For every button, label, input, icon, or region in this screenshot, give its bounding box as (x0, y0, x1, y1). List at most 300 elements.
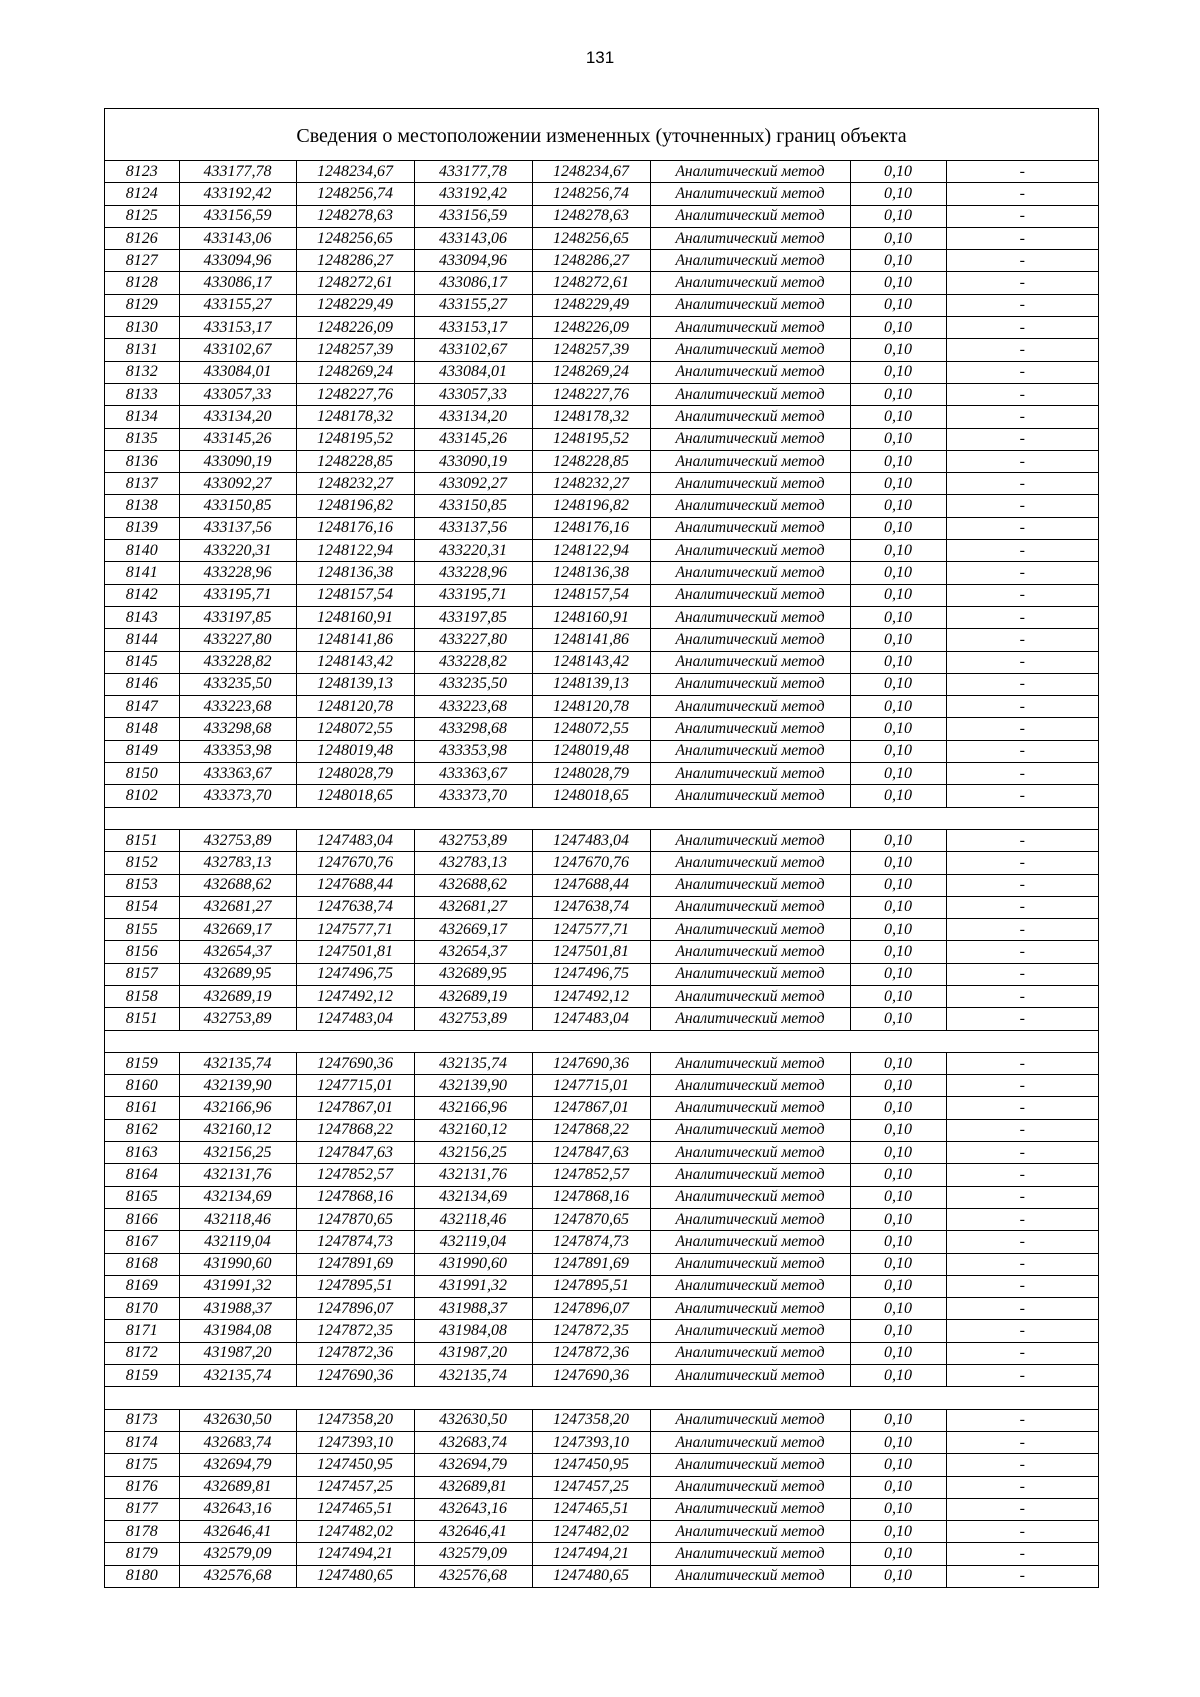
x-old-cell: 432119,04 (179, 1231, 296, 1253)
point-number-cell: 8172 (105, 1342, 179, 1364)
precision-cell: 0,10 (850, 696, 946, 718)
point-number-cell: 8137 (105, 473, 179, 495)
group-separator-row (105, 1387, 1098, 1409)
x-new-cell: 433177,78 (414, 161, 532, 183)
point-number-cell: 8167 (105, 1231, 179, 1253)
description-cell: - (946, 250, 1098, 272)
point-number-cell: 8177 (105, 1498, 179, 1520)
point-number-cell: 8157 (105, 963, 179, 985)
table-row (105, 294, 1098, 316)
point-number-cell: 8175 (105, 1454, 179, 1476)
point-number-cell: 8152 (105, 852, 179, 874)
x-old-cell: 432683,74 (179, 1431, 296, 1453)
point-number-cell: 8125 (105, 205, 179, 227)
description-cell: - (946, 294, 1098, 316)
description-cell: - (946, 763, 1098, 785)
table-row (105, 941, 1098, 963)
precision-cell: 0,10 (850, 517, 946, 539)
table-row (105, 1565, 1098, 1587)
y-new-cell: 1247688,44 (532, 874, 650, 896)
y-old-cell: 1248227,76 (296, 383, 414, 405)
y-new-cell: 1247358,20 (532, 1409, 650, 1431)
x-new-cell: 433153,17 (414, 317, 532, 339)
y-new-cell: 1248286,27 (532, 250, 650, 272)
description-cell: - (946, 629, 1098, 651)
x-old-cell: 432689,95 (179, 963, 296, 985)
precision-cell: 0,10 (850, 1320, 946, 1342)
x-new-cell: 433373,70 (414, 785, 532, 807)
x-new-cell: 432683,74 (414, 1431, 532, 1453)
x-old-cell: 432118,46 (179, 1208, 296, 1230)
y-old-cell: 1248256,74 (296, 183, 414, 205)
method-cell: Аналитический метод (650, 963, 850, 985)
table-row (105, 852, 1098, 874)
x-new-cell: 433156,59 (414, 205, 532, 227)
point-number-cell: 8166 (105, 1208, 179, 1230)
x-old-cell: 431988,37 (179, 1298, 296, 1320)
table-row (105, 339, 1098, 361)
method-cell: Аналитический метод (650, 1052, 850, 1074)
x-new-cell: 433143,06 (414, 227, 532, 249)
precision-cell: 0,10 (850, 629, 946, 651)
y-new-cell: 1248136,38 (532, 562, 650, 584)
y-old-cell: 1248229,49 (296, 294, 414, 316)
precision-cell: 0,10 (850, 651, 946, 673)
y-new-cell: 1248256,65 (532, 227, 650, 249)
point-number-cell: 8158 (105, 985, 179, 1007)
y-old-cell: 1247891,69 (296, 1253, 414, 1275)
description-cell: - (946, 1052, 1098, 1074)
x-new-cell: 433223,68 (414, 696, 532, 718)
precision-cell: 0,10 (850, 1365, 946, 1387)
x-new-cell: 431984,08 (414, 1320, 532, 1342)
table-title: Сведения о местоположении измененных (уточненных) границ объекта (105, 109, 1098, 161)
description-cell: - (946, 829, 1098, 851)
y-new-cell: 1247496,75 (532, 963, 650, 985)
table-row (105, 161, 1098, 183)
table-row (105, 272, 1098, 294)
point-number-cell: 8148 (105, 718, 179, 740)
y-old-cell: 1247896,07 (296, 1298, 414, 1320)
x-new-cell: 433155,27 (414, 294, 532, 316)
table-row (105, 495, 1098, 517)
table-row (105, 406, 1098, 428)
x-old-cell: 433092,27 (179, 473, 296, 495)
method-cell: Аналитический метод (650, 673, 850, 695)
y-old-cell: 1247638,74 (296, 896, 414, 918)
method-cell: Аналитический метод (650, 1164, 850, 1186)
x-new-cell: 432156,25 (414, 1142, 532, 1164)
x-old-cell: 432156,25 (179, 1142, 296, 1164)
description-cell: - (946, 673, 1098, 695)
method-cell: Аналитический метод (650, 1543, 850, 1565)
point-number-cell: 8143 (105, 606, 179, 628)
method-cell: Аналитический метод (650, 450, 850, 472)
y-old-cell: 1248272,61 (296, 272, 414, 294)
y-new-cell: 1247847,63 (532, 1142, 650, 1164)
x-new-cell: 433363,67 (414, 763, 532, 785)
y-old-cell: 1248176,16 (296, 517, 414, 539)
description-cell: - (946, 1075, 1098, 1097)
table-row (105, 1142, 1098, 1164)
point-number-cell: 8134 (105, 406, 179, 428)
precision-cell: 0,10 (850, 495, 946, 517)
method-cell: Аналитический метод (650, 1186, 850, 1208)
x-old-cell: 432694,79 (179, 1454, 296, 1476)
precision-cell: 0,10 (850, 1409, 946, 1431)
precision-cell: 0,10 (850, 1142, 946, 1164)
point-number-cell: 8173 (105, 1409, 179, 1431)
table-row (105, 896, 1098, 918)
method-cell: Аналитический метод (650, 629, 850, 651)
y-new-cell: 1248228,85 (532, 450, 650, 472)
precision-cell: 0,10 (850, 250, 946, 272)
point-number-cell: 8151 (105, 1008, 179, 1030)
point-number-cell: 8164 (105, 1164, 179, 1186)
x-old-cell: 432689,81 (179, 1476, 296, 1498)
table-row (105, 829, 1098, 851)
point-number-cell: 8174 (105, 1431, 179, 1453)
table-row (105, 673, 1098, 695)
y-new-cell: 1247638,74 (532, 896, 650, 918)
x-old-cell: 432688,62 (179, 874, 296, 896)
method-cell: Аналитический метод (650, 1521, 850, 1543)
x-new-cell: 433092,27 (414, 473, 532, 495)
point-number-cell: 8142 (105, 584, 179, 606)
y-old-cell: 1247874,73 (296, 1231, 414, 1253)
description-cell: - (946, 584, 1098, 606)
table-row (105, 1097, 1098, 1119)
description-cell: - (946, 495, 1098, 517)
precision-cell: 0,10 (850, 1186, 946, 1208)
y-new-cell: 1247457,25 (532, 1476, 650, 1498)
y-new-cell: 1247872,35 (532, 1320, 650, 1342)
y-new-cell: 1248139,13 (532, 673, 650, 695)
method-cell: Аналитический метод (650, 1342, 850, 1364)
table-row (105, 1119, 1098, 1141)
precision-cell: 0,10 (850, 473, 946, 495)
point-number-cell: 8130 (105, 317, 179, 339)
x-new-cell: 432118,46 (414, 1208, 532, 1230)
point-number-cell: 8168 (105, 1253, 179, 1275)
y-old-cell: 1247480,65 (296, 1565, 414, 1587)
description-cell: - (946, 517, 1098, 539)
y-old-cell: 1247457,25 (296, 1476, 414, 1498)
y-new-cell: 1248072,55 (532, 718, 650, 740)
description-cell: - (946, 941, 1098, 963)
precision-cell: 0,10 (850, 673, 946, 695)
y-old-cell: 1247895,51 (296, 1275, 414, 1297)
x-new-cell: 432689,81 (414, 1476, 532, 1498)
y-new-cell: 1248028,79 (532, 763, 650, 785)
y-new-cell: 1247480,65 (532, 1565, 650, 1587)
table-row (105, 1075, 1098, 1097)
precision-cell: 0,10 (850, 450, 946, 472)
x-old-cell: 433137,56 (179, 517, 296, 539)
x-old-cell: 432579,09 (179, 1543, 296, 1565)
x-new-cell: 432654,37 (414, 941, 532, 963)
precision-cell: 0,10 (850, 1119, 946, 1141)
y-old-cell: 1247872,36 (296, 1342, 414, 1364)
x-old-cell: 433373,70 (179, 785, 296, 807)
page-number: 131 (585, 48, 615, 67)
point-number-cell: 8128 (105, 272, 179, 294)
point-number-cell: 8155 (105, 919, 179, 941)
description-cell: - (946, 450, 1098, 472)
precision-cell: 0,10 (850, 562, 946, 584)
x-new-cell: 433134,20 (414, 406, 532, 428)
y-old-cell: 1248141,86 (296, 629, 414, 651)
x-old-cell: 433363,67 (179, 763, 296, 785)
point-number-cell: 8146 (105, 673, 179, 695)
group-separator-row (105, 807, 1098, 829)
precision-cell: 0,10 (850, 1476, 946, 1498)
y-new-cell: 1248019,48 (532, 740, 650, 762)
method-cell: Аналитический метод (650, 540, 850, 562)
method-cell: Аналитический метод (650, 718, 850, 740)
x-new-cell: 433090,19 (414, 450, 532, 472)
point-number-cell: 8136 (105, 450, 179, 472)
y-new-cell: 1248195,52 (532, 428, 650, 450)
description-cell: - (946, 1365, 1098, 1387)
point-number-cell: 8145 (105, 651, 179, 673)
description-cell: - (946, 361, 1098, 383)
method-cell: Аналитический метод (650, 696, 850, 718)
y-new-cell: 1247867,01 (532, 1097, 650, 1119)
x-new-cell: 432135,74 (414, 1052, 532, 1074)
y-old-cell: 1247482,02 (296, 1521, 414, 1543)
description-cell: - (946, 1543, 1098, 1565)
description-cell: - (946, 1521, 1098, 1543)
table-row (105, 629, 1098, 651)
description-cell: - (946, 1119, 1098, 1141)
x-new-cell: 432135,74 (414, 1365, 532, 1387)
table-row (105, 1498, 1098, 1520)
description-cell: - (946, 963, 1098, 985)
description-cell: - (946, 428, 1098, 450)
description-cell: - (946, 317, 1098, 339)
table-row (105, 205, 1098, 227)
x-old-cell: 433192,42 (179, 183, 296, 205)
table-row (105, 740, 1098, 762)
point-number-cell: 8176 (105, 1476, 179, 1498)
precision-cell: 0,10 (850, 406, 946, 428)
description-cell: - (946, 740, 1098, 762)
table-row (105, 1543, 1098, 1565)
method-cell: Аналитический метод (650, 1142, 850, 1164)
y-new-cell: 1247483,04 (532, 1008, 650, 1030)
method-cell: Аналитический метод (650, 1409, 850, 1431)
y-old-cell: 1248018,65 (296, 785, 414, 807)
precision-cell: 0,10 (850, 1075, 946, 1097)
x-old-cell: 432630,50 (179, 1409, 296, 1431)
y-old-cell: 1248257,39 (296, 339, 414, 361)
table-row (105, 227, 1098, 249)
x-old-cell: 433057,33 (179, 383, 296, 405)
y-new-cell: 1248178,32 (532, 406, 650, 428)
coordinates-table (105, 161, 1098, 1587)
y-old-cell: 1248286,27 (296, 250, 414, 272)
y-old-cell: 1248122,94 (296, 540, 414, 562)
precision-cell: 0,10 (850, 606, 946, 628)
y-new-cell: 1248157,54 (532, 584, 650, 606)
method-cell: Аналитический метод (650, 1253, 850, 1275)
y-new-cell: 1247492,12 (532, 985, 650, 1007)
description-cell: - (946, 1565, 1098, 1587)
y-old-cell: 1248136,38 (296, 562, 414, 584)
point-number-cell: 8178 (105, 1521, 179, 1543)
x-old-cell: 433228,82 (179, 651, 296, 673)
x-old-cell: 431990,60 (179, 1253, 296, 1275)
x-new-cell: 433137,56 (414, 517, 532, 539)
point-number-cell: 8149 (105, 740, 179, 762)
y-new-cell: 1247577,71 (532, 919, 650, 941)
precision-cell: 0,10 (850, 874, 946, 896)
precision-cell: 0,10 (850, 1431, 946, 1453)
y-old-cell: 1248160,91 (296, 606, 414, 628)
description-cell: - (946, 1431, 1098, 1453)
table-row (105, 183, 1098, 205)
table-row (105, 874, 1098, 896)
point-number-cell: 8126 (105, 227, 179, 249)
x-new-cell: 433353,98 (414, 740, 532, 762)
table-row (105, 785, 1098, 807)
table-row (105, 606, 1098, 628)
precision-cell: 0,10 (850, 1008, 946, 1030)
precision-cell: 0,10 (850, 183, 946, 205)
method-cell: Аналитический метод (650, 361, 850, 383)
y-old-cell: 1247577,71 (296, 919, 414, 941)
x-new-cell: 432134,69 (414, 1186, 532, 1208)
x-old-cell: 431987,20 (179, 1342, 296, 1364)
y-old-cell: 1248228,85 (296, 450, 414, 472)
y-old-cell: 1247872,35 (296, 1320, 414, 1342)
y-new-cell: 1248227,76 (532, 383, 650, 405)
method-cell: Аналитический метод (650, 740, 850, 762)
x-old-cell: 433298,68 (179, 718, 296, 740)
description-cell: - (946, 1320, 1098, 1342)
precision-cell: 0,10 (850, 896, 946, 918)
x-new-cell: 432576,68 (414, 1565, 532, 1587)
table-row (105, 1476, 1098, 1498)
y-new-cell: 1248229,49 (532, 294, 650, 316)
table-row (105, 428, 1098, 450)
x-old-cell: 432160,12 (179, 1119, 296, 1141)
x-old-cell: 431991,32 (179, 1275, 296, 1297)
x-old-cell: 433223,68 (179, 696, 296, 718)
y-new-cell: 1247450,95 (532, 1454, 650, 1476)
method-cell: Аналитический метод (650, 1298, 850, 1320)
point-number-cell: 8154 (105, 896, 179, 918)
point-number-cell: 8141 (105, 562, 179, 584)
point-number-cell: 8180 (105, 1565, 179, 1587)
method-cell: Аналитический метод (650, 1454, 850, 1476)
y-old-cell: 1248234,67 (296, 161, 414, 183)
precision-cell: 0,10 (850, 1543, 946, 1565)
y-new-cell: 1247868,22 (532, 1119, 650, 1141)
x-new-cell: 432646,41 (414, 1521, 532, 1543)
description-cell: - (946, 874, 1098, 896)
precision-cell: 0,10 (850, 540, 946, 562)
y-old-cell: 1247494,21 (296, 1543, 414, 1565)
y-new-cell: 1247670,76 (532, 852, 650, 874)
y-new-cell: 1248143,42 (532, 651, 650, 673)
y-old-cell: 1248120,78 (296, 696, 414, 718)
y-old-cell: 1247358,20 (296, 1409, 414, 1431)
method-cell: Аналитический метод (650, 294, 850, 316)
y-old-cell: 1248226,09 (296, 317, 414, 339)
point-number-cell: 8127 (105, 250, 179, 272)
description-cell: - (946, 919, 1098, 941)
description-cell: - (946, 606, 1098, 628)
method-cell: Аналитический метод (650, 785, 850, 807)
x-old-cell: 431984,08 (179, 1320, 296, 1342)
precision-cell: 0,10 (850, 1275, 946, 1297)
table-row (105, 361, 1098, 383)
table-row (105, 1275, 1098, 1297)
description-cell: - (946, 852, 1098, 874)
description-cell: - (946, 696, 1098, 718)
description-cell: - (946, 1476, 1098, 1498)
point-number-cell: 8138 (105, 495, 179, 517)
x-new-cell: 432694,79 (414, 1454, 532, 1476)
precision-cell: 0,10 (850, 963, 946, 985)
y-new-cell: 1248232,27 (532, 473, 650, 495)
precision-cell: 0,10 (850, 1521, 946, 1543)
x-old-cell: 433084,01 (179, 361, 296, 383)
y-new-cell: 1247483,04 (532, 829, 650, 851)
x-old-cell: 433145,26 (179, 428, 296, 450)
method-cell: Аналитический метод (650, 1208, 850, 1230)
y-old-cell: 1247852,57 (296, 1164, 414, 1186)
method-cell: Аналитический метод (650, 406, 850, 428)
description-cell: - (946, 540, 1098, 562)
x-old-cell: 432135,74 (179, 1365, 296, 1387)
method-cell: Аналитический метод (650, 874, 850, 896)
description-cell: - (946, 227, 1098, 249)
y-old-cell: 1248278,63 (296, 205, 414, 227)
precision-cell: 0,10 (850, 718, 946, 740)
x-old-cell: 433197,85 (179, 606, 296, 628)
point-number-cell: 8135 (105, 428, 179, 450)
table-row (105, 1320, 1098, 1342)
x-new-cell: 433102,67 (414, 339, 532, 361)
point-number-cell: 8170 (105, 1298, 179, 1320)
y-old-cell: 1247688,44 (296, 874, 414, 896)
table-row (105, 517, 1098, 539)
x-old-cell: 433094,96 (179, 250, 296, 272)
method-cell: Аналитический метод (650, 1565, 850, 1587)
x-old-cell: 432166,96 (179, 1097, 296, 1119)
y-new-cell: 1248196,82 (532, 495, 650, 517)
x-new-cell: 432669,17 (414, 919, 532, 941)
method-cell: Аналитический метод (650, 1498, 850, 1520)
precision-cell: 0,10 (850, 829, 946, 851)
precision-cell: 0,10 (850, 361, 946, 383)
table-row (105, 317, 1098, 339)
method-cell: Аналитический метод (650, 1008, 850, 1030)
precision-cell: 0,10 (850, 1097, 946, 1119)
point-number-cell: 8139 (105, 517, 179, 539)
y-old-cell: 1247868,22 (296, 1119, 414, 1141)
x-new-cell: 433192,42 (414, 183, 532, 205)
description-cell: - (946, 1208, 1098, 1230)
point-number-cell: 8102 (105, 785, 179, 807)
y-old-cell: 1248019,48 (296, 740, 414, 762)
point-number-cell: 8179 (105, 1543, 179, 1565)
precision-cell: 0,10 (850, 1052, 946, 1074)
description-cell: - (946, 562, 1098, 584)
